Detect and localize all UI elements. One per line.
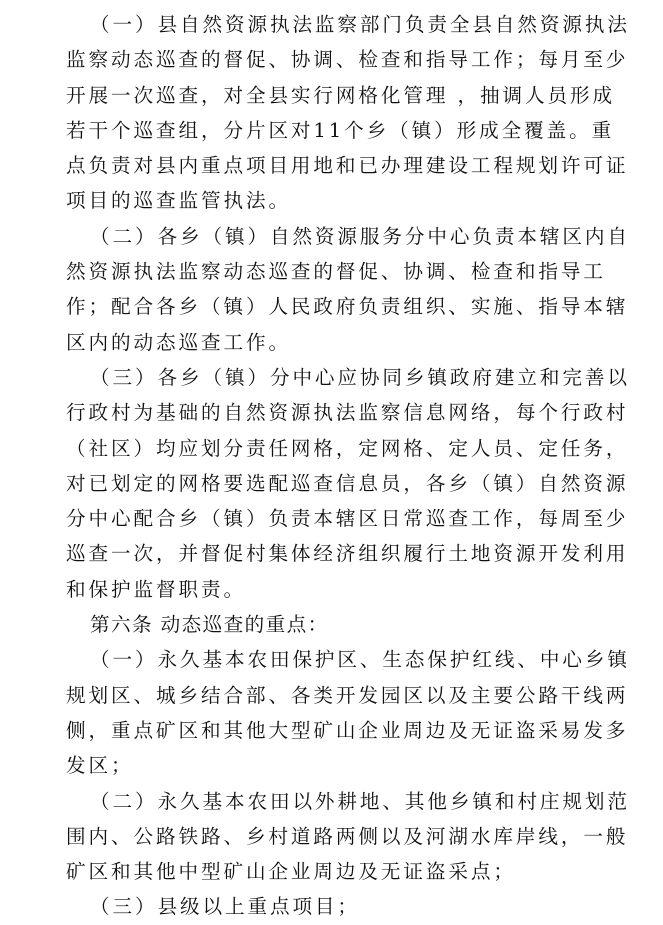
paragraph-duty-township-subcenter: （二）各乡（镇）自然资源服务分中心负责本辖区内自然资源执法监察动态巡查的督促、协调、检查和指导工作；配合各乡（镇）人民政府负责组织、实施、指导本辖区内的动态巡查工作。: [66, 224, 630, 354]
paragraph-focus-item-one: （一）永久基本农田保护区、生态保护红线、中心乡镇规划区、城乡结合部、各类开发园区以及主要公路干线两侧，重点矿区和其他大型矿山企业周边及无证盗采易发多发区；: [66, 648, 630, 778]
paragraph-focus-item-three: （三）县级以上重点项目；: [90, 895, 360, 919]
article-six-heading: 第六条 动态巡查的重点：: [90, 613, 329, 637]
paragraph-focus-item-two: （二）永久基本农田以外耕地、其他乡镇和村庄规划范围内、公路铁路、乡村道路两侧以及河湖水库岸线，一般矿区和其他中型矿山企业周边及无证盗采点；: [66, 789, 630, 884]
paragraph-duty-county-bureau: （一）县自然资源执法监察部门负责全县自然资源执法监察动态巡查的督促、协调、检查和指导工作；每月至少开展一次巡查，对全县实行网格化管理 ，抽调人员形成若干个巡查组，分片区对11个乡（镇）形成全覆盖。重点负责对县内重点项目用地和已办理建设工程规划许可证项目的巡查监管执法。: [66, 13, 630, 213]
paragraph-duty-grid-network: （三）各乡（镇）分中心应协同乡镇政府建立和完善以行政村为基础的自然资源执法监察信息网络，每个行政村（社区）均应划分责任网格，定网格、定人员、定任务，对已划定的网格要选配巡查信息员，各乡（镇）自然资源分中心配合乡（镇）负责本辖区日常巡查工作，每周至少巡查一次，并督促村集体经济组织履行土地资源开发利用和保护监督职责。: [66, 365, 630, 601]
